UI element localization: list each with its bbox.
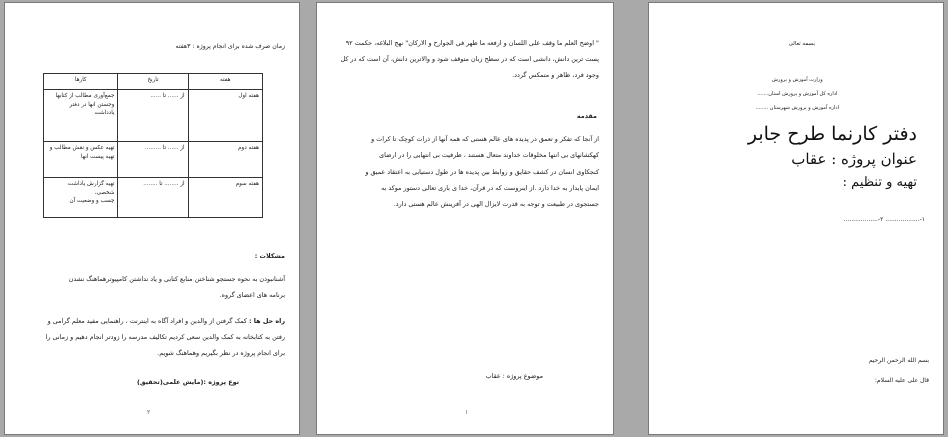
col-header-date: تاریخ <box>118 74 188 90</box>
project-type: نوع پروژه :(مایش علمی(تحقیق) <box>136 378 239 386</box>
page-number: ۲ <box>147 408 151 416</box>
week-cell: هفته سوم <box>188 178 262 218</box>
document-page-progress <box>4 2 300 435</box>
project-subject: عنوان پروژه : عقاب <box>791 150 917 168</box>
header-text: بسمه تعالی <box>788 41 815 47</box>
page-number: ۱ <box>465 408 469 416</box>
saying: قال علی علیه السلام: <box>874 377 929 384</box>
date-cell: از ........ تا ........ <box>118 178 188 218</box>
problems-text: آشنانبودن به نحوه جستجو شناختن منابع کتابی و یاد نداشتن کامپیوترهماهنگ نشدن برنامه های اعضای گروه. <box>68 275 285 300</box>
date-cell: از ...... تا ...... <box>118 90 188 142</box>
tasks-cell: جمع‌آوری مطالب از کتابها وجستن انها در دفتر یادداشت <box>44 90 118 142</box>
task-table <box>43 73 263 218</box>
project-topic: موضوع پروژه : عقاب <box>485 372 543 380</box>
col-header-week: هفته <box>188 74 262 90</box>
tasks-cell: تهیه گزارش یاداشت شخصی، چسب و وضعیت آن <box>44 178 118 218</box>
col-header-tasks: کارها <box>44 74 118 90</box>
time-spent: زمان صرف شده برای انجام پروژه : ۳هفته <box>175 43 285 50</box>
document-title: دفتر کارنما طرح جابر <box>747 123 917 145</box>
names-line: ۱-.................. ۲-.................. <box>843 216 925 223</box>
quote-block: " اوضح العلم ما وقف علی اللسان و ارفعه ما ظهر فی الجوارح و الارکان" نهج البلاغه، حکمت ۹۲ پست ترین دانش، دانشی است که در سطح زبان متوقف شود و والاترین دانش، آن است که در کل وجود فرد، ظاهر و متمکس گردد. <box>340 39 599 80</box>
week-cell: هفته دوم <box>188 142 262 178</box>
solutions-text: راه حل ها : کمک گرفتن از والدین و افراد آگاه به اینترنت ، راهنمایی مفید معلم گرامی و رفتن به کتابخانه به کمک والدین سعی کردیم تکالیف مدرسه را زودتر انجام دهیم و زمانی را برای انجام پروژه در نظر بگیریم وهماهنگ شویم. <box>45 317 285 358</box>
intro-title: مقدمه <box>576 112 597 120</box>
prepared-by: تهیه و تنظیم : <box>842 175 917 190</box>
table-row <box>44 142 263 178</box>
bismillah: بسم الله الرحمن الرحیم <box>868 357 929 364</box>
week-cell: هفته اول <box>188 90 262 142</box>
ministry-block: وزارت آموزش و پرورش اداره کل آموزش و پرورش استان....... اداره آموزش و پرورش شهرستان ........ <box>755 77 839 111</box>
document-page-cover <box>648 2 944 435</box>
table-header-row <box>44 74 263 90</box>
problems-title: مشکلات : <box>254 252 285 260</box>
intro-text: از آنجا که تفکر و تعمق در پدیده های عالم هستی که همه آنها از ذرات کوچک تا کرات و کهکشانهای بی انتها مخلوقات خداوند متعال هستند ، ظرفیت بی انتهایی را در ارضای کنجکاوی انسان در کشف حقایق و روابط بین پدیده ها در طول دستیابی به اعتقاد عمیق و ایمان پایدار به خدا دارد .از اینروست که در قرآن، خدا ی باری تعالی دستور موکد به جستجوی در طبیعت و توجه به قدرت لایزال الهی در آفرینش عالم هستی دارد. <box>365 135 599 209</box>
tasks-cell: تهیه عکس و نقش مطالب و تهیه پیست انها <box>44 142 118 178</box>
table-row <box>44 178 263 218</box>
date-cell: از ...... تا ......... <box>118 142 188 178</box>
table-row <box>44 90 263 142</box>
solutions-label: راه حل ها : <box>248 317 285 325</box>
document-page-introduction <box>316 2 614 435</box>
